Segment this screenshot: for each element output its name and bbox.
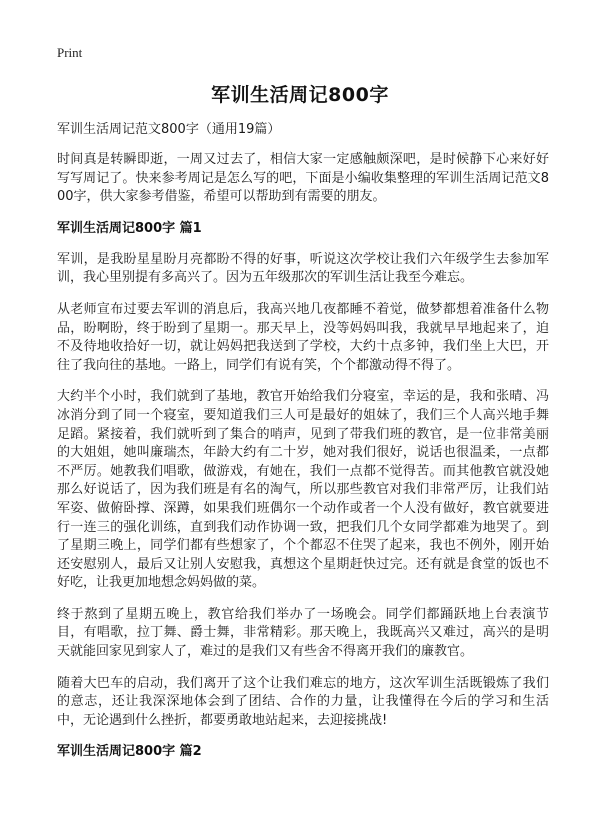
article-body (57, 120, 549, 774)
print-link[interactable]: Print (57, 45, 83, 60)
section-1-paragraph-4: 终于熬到了星期五晚上，教官给我们举办了一场晚会。同学们都踊跃地上台表演节目，有唱歌，拉丁舞、爵士舞，非常精彩。那天晚上，我既高兴又难过，高兴的是明天就能回家见到家人了，难过的是我们又有些舍不得离开我们的廉教官。 (57, 606, 549, 660)
section-1-paragraph-5: 随着大巴车的启动，我们离开了这个让我们难忘的地方，这次军训生活既锻炼了我们的意志，还让我深深地体会到了团结、合作的力量，让我懂得在今后的学习和生活中，无论遇到什么挫折，都要勇敢地站起来，去迎接挑战! (57, 675, 549, 728)
section-1-paragraph-3: 大约半个小时，我们就到了基地，教官开始给我们分寝室，幸运的是，我和张晴、冯冰消分到了同一个寝室，要知道我们三人可是最好的姐妹了，我们三个人高兴地手舞足蹈。紧接着，我们就听到了集合的哨声，见到了带我们班的教官，是一位非常美丽的大姐姐，她叫廉瑞杰，年龄大约有二十岁，她对我们很好，说话也很温柔，一点都不严厉。她教我们唱歌，做游戏，有她在，我们一点都不觉得苦。而其他教官就没她那么好说话了，因为我们班是有名的淘气，所以那些教官对我们非常严厉，让我们站军姿、做俯卧撑、深蹲，如果我们班偶尔一个动作或者一个人没有做好，教官就要进行一连三的强化训练，直到我们动作协调一致，把我们几个女同学都难为地哭了。到了星期三晚上，同学们都有些想家了，个个都忍不住哭了起来，我也不例外，刚开始还安慰别人，最后又让别人安慰我，真想这个星期赶快过完。还有就是食堂的饭也不好吃，让我更加地想念妈妈做的菜。 (57, 389, 549, 591)
section-1-paragraph-1: 军训，是我盼星星盼月亮都盼不得的好事，听说这次学校让我们六年级学生去参加军训，我心里别提有多高兴了。因为五年级那次的军训生活让我至今难忘。 (57, 251, 549, 286)
section-heading-1: 军训生活周记800字 篇1 (57, 220, 202, 236)
article-subtitle: 军训生活周记范文800字（通用19篇） (57, 122, 281, 137)
section-1-paragraph-2: 从老师宣布过要去军训的消息后，我高兴地几夜都睡不着觉，做梦都想着准备什么物品，盼啊盼，终于盼到了星期一。那天早上，没等妈妈叫我，我就早早地起来了，迫不及待地收拾好一切，就让妈妈把我送到了学校，大约十点多钟，我们坐上大巴，开往了我向往的基地。一路上，同学们有说有笑，个个都激动得不得了。 (57, 301, 549, 373)
intro-paragraph: 时间真是转瞬即逝，一周又过去了，相信大家一定感触颇深吧，是时候静下心来好好写写周记了。快来参考周记是怎么写的吧，下面是小编收集整理的军训生活周记范文800字，供大家参考借鉴，希望可以帮助到有需要的朋友。 (57, 152, 549, 205)
page-title: 军训生活周记800字 (211, 84, 389, 106)
section-heading-2: 军训生活周记800字 篇2 (57, 744, 202, 760)
